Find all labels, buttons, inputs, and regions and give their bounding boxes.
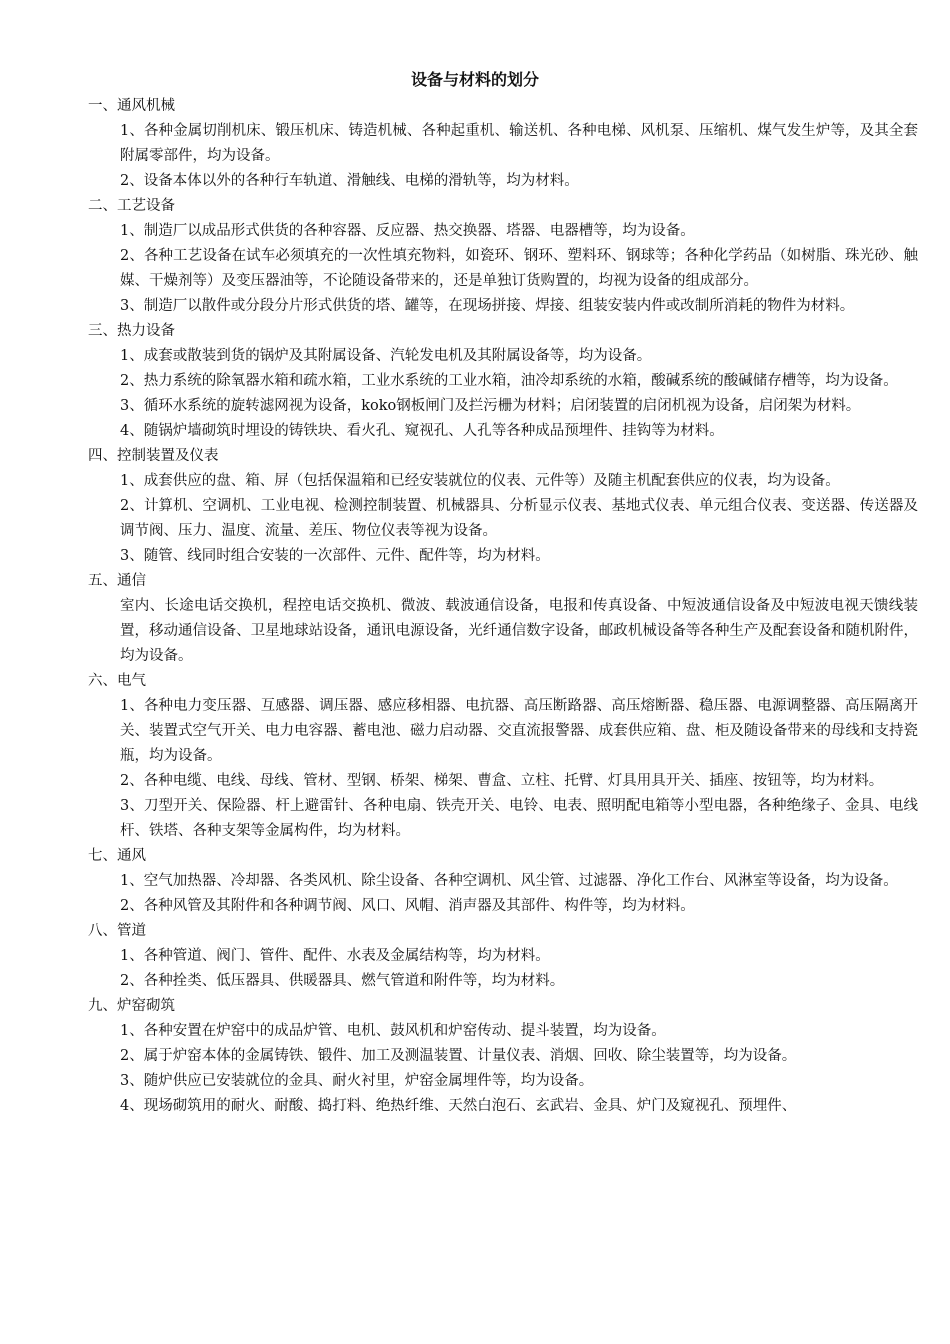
section-heading: 五、通信 [88, 573, 146, 589]
section-item: 1、各种电力变压器、互感器、调压器、感应移相器、电抗器、高压断路器、高压熔断器、稳压器、电源调整器、高压隔离开关、装置式空气开关、电力电容器、蓄电池、磁力启动器、交直流报警器、成套供应箱、盘、柜及随设备带来的母线和支持瓷瓶，均为设备。 [120, 698, 918, 764]
section-item: 2、设备本体以外的各种行车轨道、滑触线、电梯的滑轨等，均为材料。 [120, 173, 579, 189]
section-heading: 九、炉窑砌筑 [88, 998, 175, 1014]
section-heading: 七、通风 [88, 848, 146, 864]
section-heading: 二、工艺设备 [88, 198, 175, 214]
section-heading: 八、管道 [88, 923, 146, 939]
section-ventilation [88, 844, 918, 919]
section-thermal-equipment [88, 319, 918, 444]
section-item: 1、空气加热器、冷却器、各类风机、除尘设备、各种空调机、风尘管、过滤器、净化工作台、风淋室等设备，均为设备。 [120, 873, 898, 889]
section-process-equipment [88, 194, 918, 319]
section-item: 2、各种工艺设备在试车必须填充的一次性填充物料，如瓷环、钢环、塑料环、钢球等；各种化学药品（如树脂、珠光砂、触媒、干燥剂等）及变压器油等，不论随设备带来的，还是单独订货购置的，均视为设备的组成部分。 [120, 248, 918, 289]
section-item: 1、成套供应的盘、箱、屏（包括保温箱和已经安装就位的仪表、元件等）及随主机配套供应的仪表，均为设备。 [120, 473, 840, 489]
section-item: 3、随管、线同时组合安装的一次部件、元件、配件等，均为材料。 [120, 548, 550, 564]
section-heading: 四、控制装置及仪表 [88, 448, 219, 464]
section-item: 4、随锅炉墙砌筑时埋设的铸铁块、看火孔、窥视孔、人孔等各种成品预埋件、挂钩等为材料。 [120, 423, 724, 439]
section-heading: 一、通风机械 [88, 98, 175, 114]
section-furnace-masonry [88, 994, 918, 1119]
section-item: 2、属于炉窑本体的金属铸铁、锻件、加工及测温装置、计量仪表、消烟、回收、除尘装置等，均为设备。 [120, 1048, 797, 1064]
section-control-instruments [88, 444, 918, 569]
section-piping [88, 919, 918, 994]
section-item: 1、各种金属切削机床、锻压机床、铸造机械、各种起重机、输送机、各种电梯、风机泵、压缩机、煤气发生炉等，及其全套附属零部件，均为设备。 [120, 123, 918, 164]
document-title: 设备与材料的划分 [410, 70, 539, 89]
section-item: 2、各种风管及其附件和各种调节阀、风口、风帽、消声器及其部件、构件等，均为材料。 [120, 898, 695, 914]
section-item: 2、计算机、空调机、工业电视、检测控制装置、机械器具、分析显示仪表、基地式仪表、单元组合仪表、变送器、传送器及调节阀、压力、温度、流量、差压、物位仪表等视为设备。 [120, 498, 918, 539]
section-item: 3、制造厂以散件或分段分片形式供货的塔、罐等，在现场拼接、焊接、组装安装内件或改制所消耗的物件为材料。 [120, 298, 855, 314]
section-item: 1、各种安置在炉窑中的成品炉管、电机、鼓风机和炉窑传动、提斗装置，均为设备。 [120, 1023, 666, 1039]
section-item: 2、热力系统的除氧器水箱和疏水箱，工业水系统的工业水箱，油冷却系统的水箱，酸碱系统的酸碱储存槽等，均为设备。 [120, 373, 898, 389]
section-heading: 三、热力设备 [88, 323, 175, 339]
section-item: 2、各种拴类、低压器具、供暖器具、燃气管道和附件等，均为材料。 [120, 973, 565, 989]
section-item: 1、各种管道、阀门、管件、配件、水表及金属结构等，均为材料。 [120, 948, 550, 964]
section-item: 1、制造厂以成品形式供货的各种容器、反应器、热交换器、塔器、电器槽等，均为设备。 [120, 223, 695, 239]
section-item: 3、随炉供应已安装就位的金具、耐火衬里，炉窑金属埋件等，均为设备。 [120, 1073, 594, 1089]
section-item: 3、刀型开关、保险器、杆上避雷针、各种电扇、铁壳开关、电铃、电表、照明配电箱等小型电器，各种绝缘子、金具、电线杆、铁塔、各种支架等金属构件，均为材料。 [120, 798, 918, 839]
section-ventilation-machinery [88, 94, 918, 194]
section-heading: 六、电气 [88, 673, 146, 689]
section-item: 2、各种电缆、电线、母线、管材、型钢、桥架、梯架、曹盒、立柱、托臂、灯具用具开关、插座、按钮等，均为材料。 [120, 773, 884, 789]
section-item: 1、成套或散装到货的锅炉及其附属设备、汽轮发电机及其附属设备等，均为设备。 [120, 348, 652, 364]
section-communication [88, 569, 918, 669]
document-body [88, 94, 918, 1119]
section-item: 室内、长途电话交换机，程控电话交换机、微波、载波通信设备，电报和传真设备、中短波通信设备及中短波电视天馈线装置，移动通信设备、卫星地球站设备，通讯电源设备，光纤通信数字设备，邮政机械设备等各种生产及配套设备和随机附件，均为设备。 [120, 598, 918, 664]
section-item: 3、循环水系统的旋转滤网视为设备，koko钢板闸门及拦污栅为材料；启闭装置的启闭机视为设备，启闭架为材料。 [120, 398, 861, 414]
section-item: 4、现场砌筑用的耐火、耐酸、捣打料、绝热纤维、天然白泡石、玄武岩、金具、炉门及窥视孔、预埋件、 [120, 1098, 797, 1114]
section-electrical [88, 669, 918, 844]
